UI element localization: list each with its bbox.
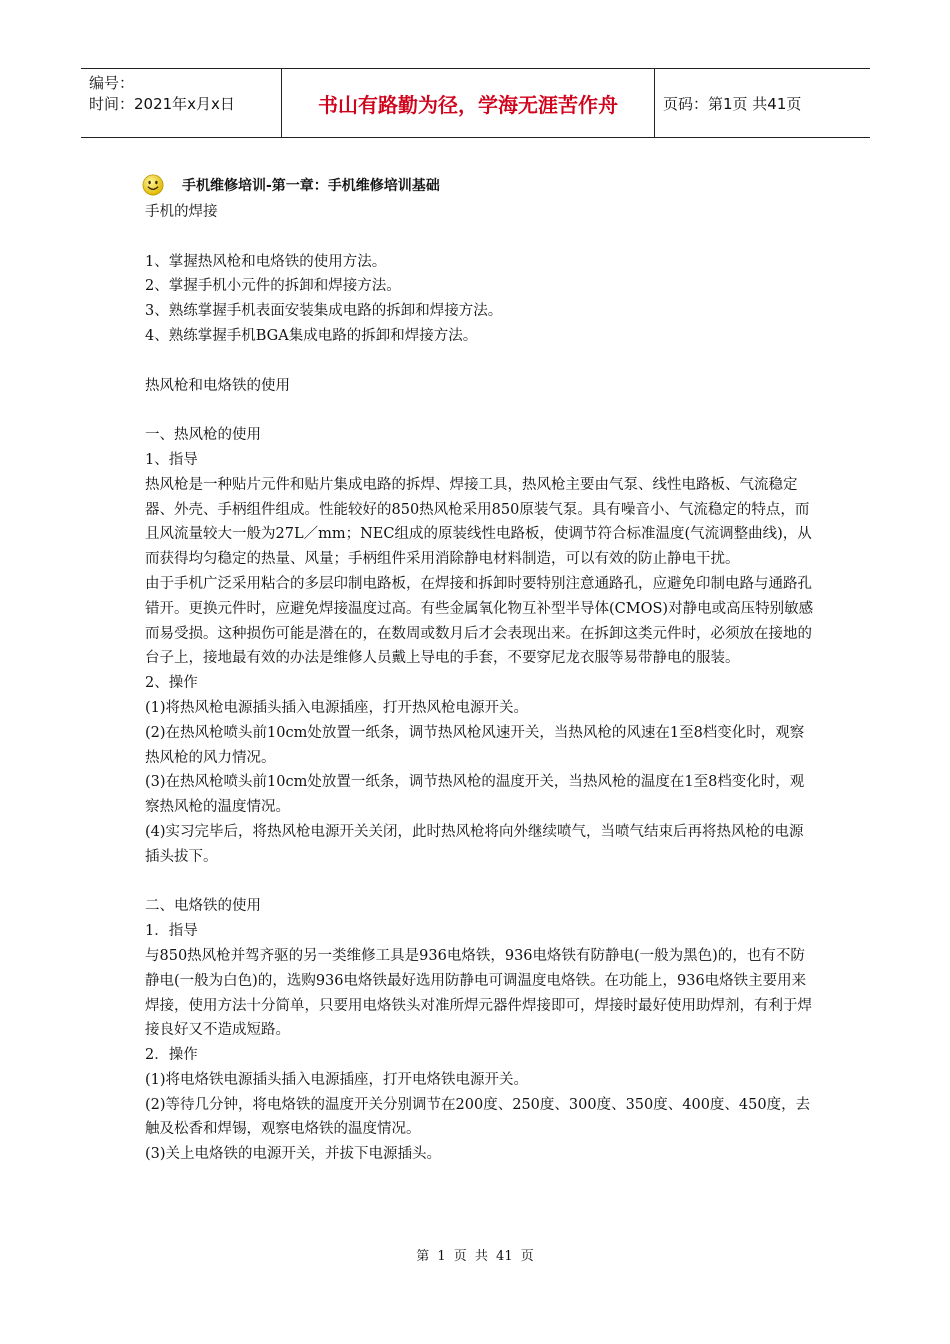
part2-heading: 二、电烙铁的使用 <box>145 898 261 915</box>
part2-operation-heading: 2．操作 <box>145 1047 198 1064</box>
part2-operation-step: (2)等待几分钟，将电烙铁的温度开关分别调节在200度、250度、300度、350度、400度、450度，去触及松香和焊锡，观察电烙铁的温度情况。 <box>145 1096 811 1138</box>
smiley-icon <box>142 174 164 196</box>
header-meta <box>89 73 279 115</box>
header-page-info: 页码：第1页 共41页 <box>663 94 802 113</box>
part1-operation-step: (1)将热风枪电源插头插入电源插座，打开热风枪电源开关。 <box>145 699 529 716</box>
objective-item: 2、掌握手机小元件的拆卸和焊接方法。 <box>145 278 401 295</box>
objective-item: 1、掌握热风枪和电烙铁的使用方法。 <box>145 253 387 270</box>
spacer <box>145 225 817 250</box>
document-title: 手机维修培训-第一章：手机维修培训基础 <box>182 178 440 194</box>
part1-operation-step: (2)在热风枪喷头前10cm处放置一纸条，调节热风枪风速开关，当热风枪的风速在1至8档变化时，观察热风枪的风力情况。 <box>145 724 805 766</box>
spacer <box>145 398 817 423</box>
part1-heading: 一、热风枪的使用 <box>145 427 261 444</box>
part1-guide-paragraph: 热风枪是一种贴片元件和贴片集成电路的拆焊、焊接工具，热风枪主要由气泵、线性电路板、气流稳定器、外壳、手柄组件组成。性能较好的850热风枪采用850原装气泵。具有噪音小、气流稳定的特点，而且风流量较大一般为27L／mm；NEC组成的原装线性电路板，使调节符合标准温度(气流调整曲线)，从而获得均匀稳定的热量、风量；手柄组件采用消除静电材料制造，可以有效的防止静电干扰。 <box>145 476 812 568</box>
part2-operation-step: (3)关上电烙铁的电源开关，并拔下电源插头。 <box>145 1146 442 1163</box>
objective-item: 4、熟练掌握手机BGA集成电路的拆卸和焊接方法。 <box>145 327 478 344</box>
part1-guide-paragraph: 由于手机广泛采用粘合的多层印制电路板，在焊接和拆卸时要特别注意通路孔，应避免印制电路与通路孔错开。更换元件时，应避免焊接温度过高。有些金属氧化物互补型半导体(CMOS)对静电或高压特别敏感而易受损。这种损伤可能是潜在的，在数周或数月后才会表现出来。在拆卸这类元件时，必须放在接地的台子上，接地最有效的办法是维修人员戴上导电的手套，不要穿尼龙衣服等易带静电的服装。 <box>145 575 814 667</box>
part1-operation-heading: 2、操作 <box>145 675 198 692</box>
part2-operation-step: (1)将电烙铁电源插头插入电源插座，打开电烙铁电源开关。 <box>145 1071 529 1088</box>
objective-item: 3、熟练掌握手机表面安装集成电路的拆卸和焊接方法。 <box>145 303 503 320</box>
document-number-label: 编号： <box>89 74 135 92</box>
part2-guide-heading: 1．指导 <box>145 923 198 940</box>
part1-operation-step: (4)实习完毕后，将热风枪电源开关关闭，此时热风枪将向外继续喷气，当喷气结束后再将热风枪的电源插头拔下。 <box>145 823 804 865</box>
spacer <box>145 349 817 374</box>
title-row <box>145 170 817 200</box>
document-date: 时间：2021年x月x日 <box>89 95 235 113</box>
part2-guide-paragraph: 与850热风枪并驾齐驱的另一类维修工具是936电烙铁，936电烙铁有防静电(一般为黑色)的，也有不防静电(一般为白色)的，选购936电烙铁最好选用防静电可调温度电烙铁。在功能上，936电烙铁主要用来焊接，使用方法十分简单，只要用电烙铁头对准所焊元器件焊接即可，焊接时最好使用助焊剂，有利于焊接良好又不造成短路。 <box>145 947 812 1039</box>
document-subtitle: 手机的焊接 <box>145 204 218 220</box>
document-body <box>145 170 817 1167</box>
page-footer: 第 1 页 共 41 页 <box>416 1249 534 1264</box>
part1-operation-step: (3)在热风枪喷头前10cm处放置一纸条，调节热风枪的温度开关，当热风枪的温度在1至8档变化时，观察热风枪的温度情况。 <box>145 774 805 816</box>
section-heading: 热风枪和电烙铁的使用 <box>145 377 290 394</box>
header-divider <box>654 69 655 137</box>
header-motto: 书山有路勤为径，学海无涯苦作舟 <box>318 92 618 117</box>
spacer <box>145 870 817 895</box>
page-header <box>81 68 870 138</box>
part1-guide-heading: 1、指导 <box>145 451 198 468</box>
